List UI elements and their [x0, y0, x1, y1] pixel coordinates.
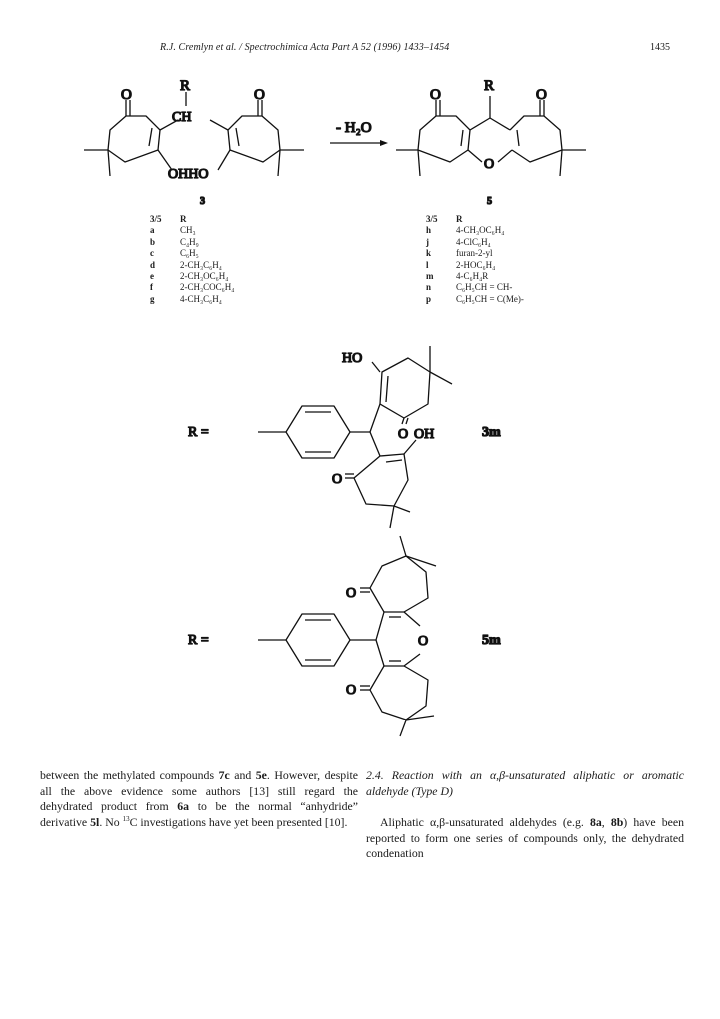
r-equals-5m: R = [188, 633, 209, 648]
pyran-o-5m: O [418, 634, 429, 649]
section-heading: 2.4. Reaction with an α,β-unsaturated aliphatic or aromatic aldehyde (Type D) [366, 768, 684, 798]
r-label-5: R [484, 78, 495, 94]
carbonyl-o-3m-upper: O [398, 427, 409, 442]
running-head: R.J. Cremlyn et al. / Spectrochimica Acta Part A 52 (1996) 1433–1454 [160, 42, 450, 53]
carbonyl-o-3-left: O [121, 87, 132, 103]
table-row: l 2-HOC₆H₄ [426, 259, 496, 270]
compound-ref: 7c [218, 768, 230, 782]
carbonyl-o-3m-lower: O [332, 472, 343, 487]
table-row: c C₆H₅ [150, 248, 199, 259]
r-label-3: R [180, 78, 191, 94]
r-equals-3m: R = [188, 425, 209, 440]
ho-label-3m: HO [342, 351, 363, 366]
carbonyl-o-5m-top: O [346, 586, 357, 601]
table-header: 3/5 R [150, 214, 187, 224]
table-row: j 4-ClC₆H₄ [426, 236, 491, 247]
table-row: h 4-CH₃OC₆H₄ [426, 225, 505, 236]
page-number: 1435 [650, 42, 670, 53]
carbonyl-o-5-left: O [430, 87, 441, 103]
table-header: 3/5 R [426, 214, 463, 224]
substituent-table-right [426, 214, 524, 305]
compound-ref: 5e [255, 768, 267, 782]
arrow-label: - H₂O [336, 120, 372, 136]
carbonyl-o-5m-bottom: O [346, 683, 357, 698]
table-row: b C₄H₉ [150, 236, 199, 247]
compound-ref: 8a [589, 815, 602, 830]
table-row: k furan-2-yl [426, 248, 493, 259]
carbonyl-o-3-right: O [254, 87, 265, 103]
text-column-left [40, 768, 358, 830]
ch-label-3: CH [172, 110, 192, 125]
compound-ref: 6a [177, 799, 190, 814]
table-row: e 2-CH₃OC₆H₄ [150, 271, 229, 282]
table-row: p C₆H₅CH = C(Me)- [426, 293, 524, 304]
paragraph: Aliphatic α,β-unsaturated aldehydes (e.g. 8a, 8b) have been reported to form one series of compounds only, the dehydrated condenation [366, 815, 685, 861]
table-row: d 2-CH₃C₆H₄ [150, 259, 222, 270]
table-row: g 4-CH₃C₆H₄ [150, 293, 222, 304]
oh-label-3m: OH [414, 427, 435, 442]
compound-number-5: 5 [487, 196, 492, 207]
table-row: f 2-CH₃COC₆H₄ [150, 282, 235, 293]
compound-ref: 5l [90, 814, 100, 829]
compound-number-3: 3 [200, 196, 205, 207]
table-row: m 4-C₆H₄R [426, 271, 489, 282]
pyran-o-5: O [484, 157, 495, 172]
substituent-table-left [150, 214, 234, 305]
text-column-right [366, 768, 684, 862]
carbonyl-o-5-right: O [536, 87, 547, 103]
compound-label-5m: 5m [482, 633, 501, 648]
paragraph: between the methylated compounds 7c and 5e. However, despite all the above evidence some authors [13] still regard the dehydrated product from 6a to be the normal “anhydride” derivative 5l. No $^{13}$C investigations have yet been presented [10]. [40, 768, 358, 829]
compound-label-3m: 3m [482, 425, 501, 440]
structure-3 [84, 92, 304, 176]
table-row: a CH₃ [150, 225, 196, 236]
table-row: n C₆H₅CH = CH- [426, 282, 513, 293]
compound-ref: 8b [610, 815, 624, 830]
ohho-label-3: OHHO [168, 167, 209, 182]
